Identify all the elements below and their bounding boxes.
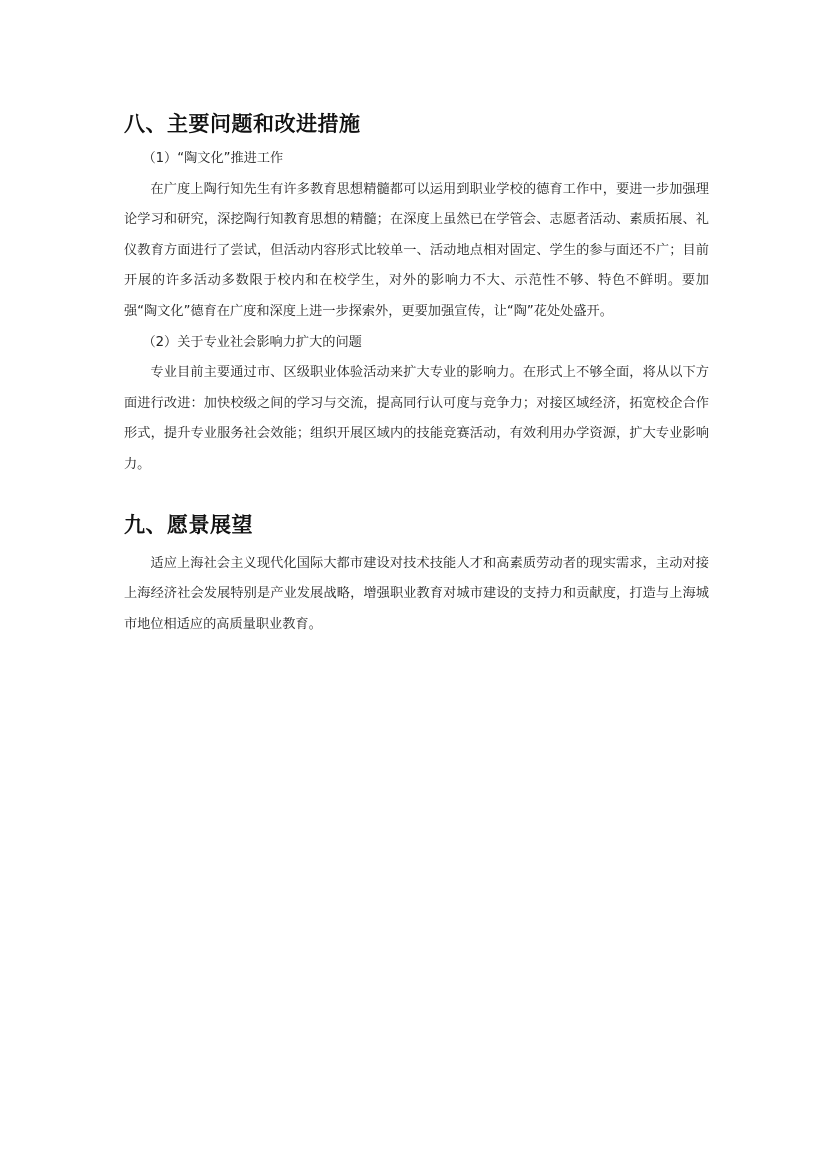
paragraph-vision: 适应上海社会主义现代化国际大都市建设对技术技能人才和高素质劳动者的现实需求，主动对接上海经济社会发展特别是产业发展战略，增强职业教育对城市建设的支持力和贡献度，打造与上海城市地位相适应的高质量职业教育。 [124, 555, 709, 632]
paragraph-tao-culture: 在广度上陶行知先生有许多教育思想精髓都可以运用到职业学校的德育工作中，要进一步加强理论学习和研究，深挖陶行知教育思想的精髓；在深度上虽然已在学管会、志愿者活动、素质拓展、礼仪教育方面进行了尝试，但活动内容形式比较单一、活动地点相对固定、学生的参与面还不广；目前开展的许多活动多数限于校内和在校学生，对外的影响力不大、示范性不够、特色不鲜明。要加强“陶文化”德育在广度和深度上进一步探索外，更要加强宣传，让“陶”花处处盛开。 [124, 181, 709, 319]
subsection-heading-social-influence: （2）关于专业社会影响力扩大的问题 [142, 334, 362, 350]
subsection-heading-tao-culture: （1）“陶文化”推进工作 [142, 151, 284, 166]
paragraph-social-influence: 专业目前主要通过市、区级职业体验活动来扩大专业的影响力。在形式上不够全面，将从以下方面进行改进：加快校级之间的学习与交流，提高同行认可度与竞争力；对接区域经济，拓宽校企合作形式，提升专业服务社会效能；组织开展区域内的技能竞赛活动，有效利用办学资源，扩大专业影响力。 [124, 365, 709, 472]
section-title-problems-improvements: 八、主要问题和改进措施 [124, 112, 361, 136]
document-content [124, 108, 709, 640]
section-title-vision: 九、愿景展望 [124, 512, 253, 537]
